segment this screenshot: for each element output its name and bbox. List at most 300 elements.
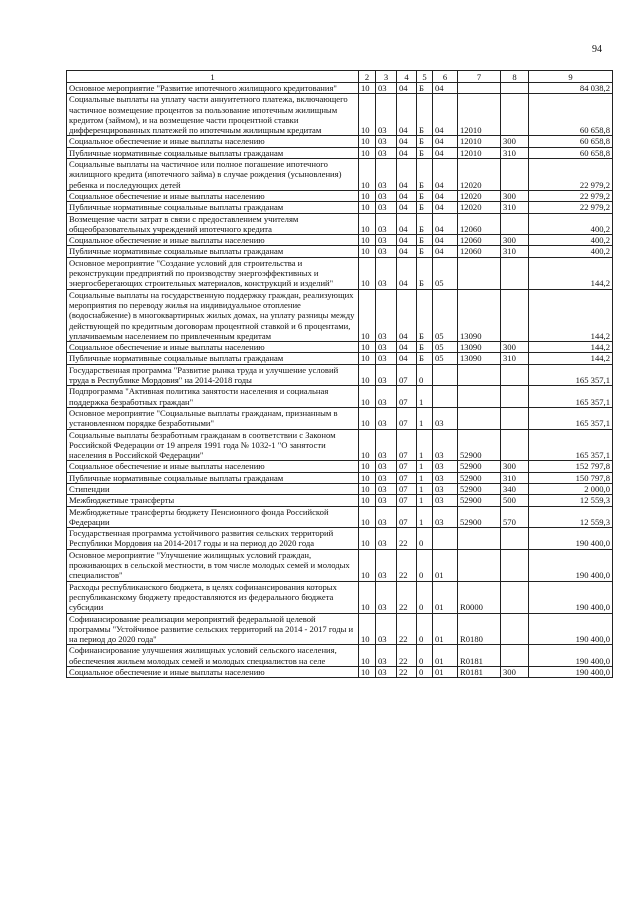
code-cell: 12020 — [458, 159, 501, 191]
code-cell: 0 — [417, 364, 433, 386]
amount-cell: 144,2 — [529, 342, 613, 353]
code-cell: 04 — [433, 202, 458, 213]
code-cell: 10 — [359, 190, 376, 201]
code-cell: 04 — [397, 94, 417, 136]
code-cell: 03 — [376, 667, 397, 678]
code-cell: 22 — [397, 613, 417, 645]
code-cell: 0 — [417, 528, 433, 550]
table-row — [67, 289, 613, 341]
code-cell: Б — [417, 190, 433, 201]
table-row — [67, 213, 613, 235]
code-cell: 03 — [376, 342, 397, 353]
amount-cell: 190 400,0 — [529, 581, 613, 613]
code-cell: 01 — [433, 581, 458, 613]
code-cell: Б — [417, 83, 433, 94]
code-cell: 10 — [359, 159, 376, 191]
code-cell — [501, 289, 529, 341]
code-cell: 310 — [501, 202, 529, 213]
code-cell: 03 — [433, 407, 458, 429]
code-cell: 03 — [376, 136, 397, 147]
header-cell: 8 — [501, 71, 529, 83]
code-cell: 22 — [397, 645, 417, 667]
code-cell — [501, 364, 529, 386]
row-name-cell: Софинансирование улучшения жилищных условий сельского населения, обеспечения жильем молодых семей и молодых специалистов на селе — [67, 645, 359, 667]
code-cell: 10 — [359, 235, 376, 246]
row-name-cell: Софинансирование реализации мероприятий федеральной целевой программы "Устойчивое развитие сельских территорий на 2014 - 2017 годы и на период до 2020 года" — [67, 613, 359, 645]
row-name-cell: Социальные выплаты на государственную поддержку граждан, реализующих мероприятия по переводу жилья на индивидуальное отопление (водоснабжение) в многоквартирных жилых домах, на уплату разницы между действующей по кредитным договорам процентной ставкой и 6 процентами, уплачиваемым населением по привлеченным кредитам — [67, 289, 359, 341]
code-cell: 10 — [359, 581, 376, 613]
code-cell — [458, 549, 501, 581]
budget-table — [66, 70, 613, 678]
code-cell: 300 — [501, 235, 529, 246]
table-row — [67, 202, 613, 213]
code-cell: 300 — [501, 190, 529, 201]
code-cell: 10 — [359, 495, 376, 506]
code-cell: 22 — [397, 667, 417, 678]
code-cell: 12010 — [458, 136, 501, 147]
table-row — [67, 645, 613, 667]
row-name-cell: Публичные нормативные социальные выплаты гражданам — [67, 246, 359, 257]
table-row — [67, 495, 613, 506]
code-cell: Б — [417, 159, 433, 191]
row-name-cell: Государственная программа "Развитие рынка труда и улучшение условий труда в Республике Мордовия" на 2014-2018 годы — [67, 364, 359, 386]
code-cell: 04 — [397, 235, 417, 246]
code-cell: 13090 — [458, 353, 501, 364]
amount-cell: 12 559,3 — [529, 495, 613, 506]
code-cell: 10 — [359, 461, 376, 472]
code-cell: 07 — [397, 407, 417, 429]
code-cell: Б — [417, 342, 433, 353]
code-cell: 1 — [417, 495, 433, 506]
row-name-cell: Государственная программа устойчивого развития сельских территорий Республики Мордовия на 2014-2017 годы и на период до 2020 года — [67, 528, 359, 550]
code-cell — [458, 257, 501, 289]
code-cell: 01 — [433, 549, 458, 581]
amount-cell: 190 400,0 — [529, 549, 613, 581]
code-cell: 03 — [376, 407, 397, 429]
row-name-cell: Социальное обеспечение и иные выплаты населению — [67, 235, 359, 246]
table-row — [67, 667, 613, 678]
code-cell: 04 — [397, 190, 417, 201]
code-cell — [458, 386, 501, 408]
table-row — [67, 461, 613, 472]
code-cell: 03 — [376, 483, 397, 494]
table-row — [67, 506, 613, 528]
code-cell: 0 — [417, 667, 433, 678]
row-name-cell: Социальные выплаты безработным гражданам в соответствии с Законом Российской Федерации от 19 апреля 1991 года № 1032-1 "О занятости населения в Российской Федерации" — [67, 429, 359, 461]
code-cell: 03 — [376, 353, 397, 364]
table-row — [67, 483, 613, 494]
code-cell — [501, 528, 529, 550]
table-row — [67, 407, 613, 429]
amount-cell: 165 357,1 — [529, 386, 613, 408]
code-cell: Б — [417, 257, 433, 289]
amount-cell: 60 658,8 — [529, 147, 613, 158]
code-cell: Б — [417, 213, 433, 235]
code-cell: 03 — [433, 461, 458, 472]
code-cell: 03 — [376, 506, 397, 528]
code-cell: 05 — [433, 257, 458, 289]
table-row — [67, 147, 613, 158]
amount-cell: 190 400,0 — [529, 613, 613, 645]
code-cell: 04 — [397, 202, 417, 213]
code-cell: 03 — [376, 190, 397, 201]
code-cell: 03 — [376, 495, 397, 506]
code-cell: 300 — [501, 342, 529, 353]
code-cell: 12060 — [458, 246, 501, 257]
code-cell: 05 — [433, 342, 458, 353]
code-cell: 07 — [397, 472, 417, 483]
code-cell: 10 — [359, 257, 376, 289]
code-cell — [501, 386, 529, 408]
code-cell: 10 — [359, 147, 376, 158]
code-cell: 10 — [359, 386, 376, 408]
code-cell: 04 — [397, 257, 417, 289]
code-cell: 310 — [501, 472, 529, 483]
amount-cell: 190 400,0 — [529, 667, 613, 678]
code-cell: R0181 — [458, 645, 501, 667]
code-cell: 300 — [501, 667, 529, 678]
code-cell: 07 — [397, 386, 417, 408]
table-row — [67, 581, 613, 613]
amount-cell: 165 357,1 — [529, 364, 613, 386]
amount-cell: 2 000,0 — [529, 483, 613, 494]
code-cell: Б — [417, 235, 433, 246]
header-cell: 3 — [376, 71, 397, 83]
code-cell: 1 — [417, 472, 433, 483]
code-cell: 10 — [359, 645, 376, 667]
code-cell: 04 — [397, 159, 417, 191]
code-cell: 03 — [376, 202, 397, 213]
code-cell: 04 — [433, 94, 458, 136]
code-cell: 04 — [433, 246, 458, 257]
table-row — [67, 190, 613, 201]
row-name-cell: Социальное обеспечение и иные выплаты населению — [67, 136, 359, 147]
code-cell — [501, 613, 529, 645]
code-cell — [458, 407, 501, 429]
code-cell: 10 — [359, 483, 376, 494]
code-cell — [501, 213, 529, 235]
code-cell: 10 — [359, 528, 376, 550]
amount-cell: 165 357,1 — [529, 429, 613, 461]
code-cell: 13090 — [458, 342, 501, 353]
code-cell: 10 — [359, 94, 376, 136]
header-cell: 7 — [458, 71, 501, 83]
code-cell — [501, 429, 529, 461]
table-row — [67, 364, 613, 386]
code-cell: 10 — [359, 289, 376, 341]
code-cell: 03 — [376, 83, 397, 94]
code-cell: 300 — [501, 136, 529, 147]
code-cell: 03 — [376, 528, 397, 550]
code-cell — [433, 386, 458, 408]
code-cell: 05 — [433, 353, 458, 364]
code-cell: 04 — [397, 289, 417, 341]
code-cell: 10 — [359, 667, 376, 678]
code-cell: 03 — [376, 147, 397, 158]
code-cell: 04 — [433, 190, 458, 201]
code-cell: 13090 — [458, 289, 501, 341]
table-row — [67, 342, 613, 353]
code-cell: 03 — [376, 94, 397, 136]
amount-cell: 144,2 — [529, 353, 613, 364]
header-cell: 6 — [433, 71, 458, 83]
code-cell: 10 — [359, 136, 376, 147]
code-cell: 03 — [376, 613, 397, 645]
table-row — [67, 235, 613, 246]
code-cell — [433, 528, 458, 550]
code-cell: 12020 — [458, 190, 501, 201]
code-cell: 07 — [397, 506, 417, 528]
code-cell: 12010 — [458, 94, 501, 136]
code-cell: 52900 — [458, 506, 501, 528]
header-cell: 2 — [359, 71, 376, 83]
code-cell: 10 — [359, 353, 376, 364]
row-name-cell: Социальное обеспечение и иные выплаты населению — [67, 461, 359, 472]
table-row — [67, 257, 613, 289]
code-cell: 03 — [433, 472, 458, 483]
code-cell: 0 — [417, 645, 433, 667]
table-row — [67, 472, 613, 483]
code-cell — [458, 364, 501, 386]
header-cell: 5 — [417, 71, 433, 83]
code-cell: 0 — [417, 549, 433, 581]
table-row — [67, 429, 613, 461]
amount-cell: 400,2 — [529, 235, 613, 246]
code-cell — [501, 645, 529, 667]
code-cell: 1 — [417, 461, 433, 472]
table-row — [67, 549, 613, 581]
code-cell: R0181 — [458, 667, 501, 678]
code-cell — [501, 94, 529, 136]
code-cell: 03 — [376, 461, 397, 472]
row-name-cell: Социальное обеспечение и иные выплаты населению — [67, 667, 359, 678]
amount-cell: 84 038,2 — [529, 83, 613, 94]
code-cell: 570 — [501, 506, 529, 528]
table-row — [67, 136, 613, 147]
code-cell: 52900 — [458, 483, 501, 494]
row-name-cell: Публичные нормативные социальные выплаты гражданам — [67, 147, 359, 158]
amount-cell: 60 658,8 — [529, 94, 613, 136]
amount-cell: 144,2 — [529, 257, 613, 289]
code-cell: 10 — [359, 429, 376, 461]
code-cell: R0180 — [458, 613, 501, 645]
row-name-cell: Основное мероприятие "Социальные выплаты гражданам, признанным в установленном порядке безработными" — [67, 407, 359, 429]
row-name-cell: Социальные выплаты на частичное или полное погашение ипотечного жилищного кредита (ипотечного займа) в случае рождения (усыновления) ребенка и последующих детей — [67, 159, 359, 191]
code-cell: R0000 — [458, 581, 501, 613]
code-cell: 0 — [417, 581, 433, 613]
code-cell: 03 — [376, 429, 397, 461]
amount-cell: 22 979,2 — [529, 190, 613, 201]
amount-cell: 400,2 — [529, 246, 613, 257]
code-cell: 04 — [433, 235, 458, 246]
code-cell: 10 — [359, 549, 376, 581]
code-cell: 22 — [397, 528, 417, 550]
amount-cell: 190 400,0 — [529, 645, 613, 667]
code-cell — [501, 407, 529, 429]
code-cell: 52900 — [458, 429, 501, 461]
code-cell: 10 — [359, 202, 376, 213]
code-cell: 52900 — [458, 461, 501, 472]
code-cell: 03 — [376, 159, 397, 191]
code-cell: 10 — [359, 83, 376, 94]
code-cell: 10 — [359, 506, 376, 528]
code-cell: 01 — [433, 645, 458, 667]
row-name-cell: Публичные нормативные социальные выплаты гражданам — [67, 353, 359, 364]
code-cell: Б — [417, 202, 433, 213]
code-cell: 10 — [359, 407, 376, 429]
code-cell: 03 — [376, 289, 397, 341]
row-name-cell: Основное мероприятие "Развитие ипотечного жилищного кредитования" — [67, 83, 359, 94]
header-cell: 1 — [67, 71, 359, 83]
code-cell: 04 — [397, 246, 417, 257]
code-cell: 03 — [433, 429, 458, 461]
code-cell: 1 — [417, 429, 433, 461]
code-cell: 340 — [501, 483, 529, 494]
code-cell: 07 — [397, 495, 417, 506]
table-row — [67, 83, 613, 94]
code-cell — [501, 549, 529, 581]
code-cell: 01 — [433, 613, 458, 645]
code-cell: 04 — [433, 159, 458, 191]
table-row — [67, 528, 613, 550]
code-cell: 03 — [376, 364, 397, 386]
code-cell: 10 — [359, 342, 376, 353]
code-cell: 04 — [397, 83, 417, 94]
row-name-cell: Межбюджетные трансферты — [67, 495, 359, 506]
table-row — [67, 246, 613, 257]
code-cell: 22 — [397, 581, 417, 613]
row-name-cell: Основное мероприятие "Создание условий для строительства и реконструкции предприятий по производству энергоэффективных и энергосберегающих строительных материалов, конструкций и изделий" — [67, 257, 359, 289]
code-cell — [501, 83, 529, 94]
code-cell: Б — [417, 136, 433, 147]
code-cell: 52900 — [458, 472, 501, 483]
row-name-cell: Социальные выплаты на уплату части аннуитетного платежа, включающего частичное возмещение процентов за пользование ипотечным жилищным кредитом (займом), и на возмещение части процентной ставки дифференцированных платежей по ипотечным жилищным кредитам — [67, 94, 359, 136]
code-cell: 52900 — [458, 495, 501, 506]
row-name-cell: Подпрограмма "Активная политика занятости населения и социальная поддержка безработных граждан" — [67, 386, 359, 408]
header-cell: 4 — [397, 71, 417, 83]
code-cell: 03 — [376, 246, 397, 257]
code-cell: 07 — [397, 483, 417, 494]
code-cell — [433, 364, 458, 386]
row-name-cell: Социальное обеспечение и иные выплаты населению — [67, 190, 359, 201]
code-cell: 10 — [359, 364, 376, 386]
code-cell: 03 — [376, 257, 397, 289]
code-cell: 04 — [397, 213, 417, 235]
code-cell: 07 — [397, 461, 417, 472]
code-cell: 12060 — [458, 235, 501, 246]
table-row — [67, 353, 613, 364]
code-cell: 01 — [433, 667, 458, 678]
code-cell: 22 — [397, 549, 417, 581]
code-cell — [501, 159, 529, 191]
row-name-cell: Стипендии — [67, 483, 359, 494]
amount-cell: 190 400,0 — [529, 528, 613, 550]
amount-cell: 152 797,8 — [529, 461, 613, 472]
row-name-cell: Основное мероприятие "Улучшение жилищных условий граждан, проживающих в сельской местности, в том числе молодых семей и молодых специалистов" — [67, 549, 359, 581]
code-cell: 03 — [433, 495, 458, 506]
row-name-cell: Межбюджетные трансферты бюджету Пенсионного фонда Российской Федерации — [67, 506, 359, 528]
code-cell — [501, 581, 529, 613]
code-cell: 03 — [376, 549, 397, 581]
code-cell: 04 — [433, 136, 458, 147]
row-name-cell: Расходы республиканского бюджета, в целях софинансирования которых республиканскому бюджету предоставляются из федерального бюджета субсидии — [67, 581, 359, 613]
amount-cell: 400,2 — [529, 213, 613, 235]
code-cell: 310 — [501, 353, 529, 364]
code-cell: 03 — [376, 235, 397, 246]
code-cell — [458, 83, 501, 94]
code-cell: 03 — [433, 483, 458, 494]
code-cell: 12020 — [458, 202, 501, 213]
code-cell: 03 — [433, 506, 458, 528]
code-cell — [458, 528, 501, 550]
code-cell: 04 — [433, 83, 458, 94]
code-cell: 1 — [417, 386, 433, 408]
code-cell: 04 — [433, 147, 458, 158]
code-cell — [501, 257, 529, 289]
code-cell: 03 — [376, 581, 397, 613]
code-cell: 04 — [397, 342, 417, 353]
table-row — [67, 613, 613, 645]
code-cell: 10 — [359, 613, 376, 645]
table-body — [67, 83, 613, 678]
page-number: 94 — [592, 44, 602, 55]
code-cell: Б — [417, 289, 433, 341]
code-cell: 04 — [397, 353, 417, 364]
amount-cell: 12 559,3 — [529, 506, 613, 528]
code-cell: 500 — [501, 495, 529, 506]
table-row — [67, 159, 613, 191]
code-cell: 03 — [376, 472, 397, 483]
code-cell: Б — [417, 246, 433, 257]
code-cell: 05 — [433, 289, 458, 341]
header-cell: 9 — [529, 71, 613, 83]
code-cell: 03 — [376, 645, 397, 667]
code-cell: 1 — [417, 506, 433, 528]
code-cell: 12010 — [458, 147, 501, 158]
code-cell: Б — [417, 147, 433, 158]
code-cell: Б — [417, 94, 433, 136]
code-cell: 310 — [501, 147, 529, 158]
row-name-cell: Возмещение части затрат в связи с предоставлением учителям общеобразовательных учреждений ипотечного кредита — [67, 213, 359, 235]
code-cell: 07 — [397, 364, 417, 386]
code-cell: 07 — [397, 429, 417, 461]
code-cell: 1 — [417, 483, 433, 494]
header-row — [67, 71, 613, 83]
code-cell: 310 — [501, 246, 529, 257]
code-cell: 04 — [397, 147, 417, 158]
code-cell: Б — [417, 353, 433, 364]
amount-cell: 144,2 — [529, 289, 613, 341]
code-cell: 0 — [417, 613, 433, 645]
code-cell: 10 — [359, 246, 376, 257]
row-name-cell: Публичные нормативные социальные выплаты гражданам — [67, 202, 359, 213]
code-cell: 03 — [376, 386, 397, 408]
code-cell: 04 — [397, 136, 417, 147]
amount-cell: 22 979,2 — [529, 159, 613, 191]
code-cell: 300 — [501, 461, 529, 472]
code-cell: 10 — [359, 213, 376, 235]
code-cell: 12060 — [458, 213, 501, 235]
amount-cell: 165 357,1 — [529, 407, 613, 429]
code-cell: 1 — [417, 407, 433, 429]
amount-cell: 60 658,8 — [529, 136, 613, 147]
code-cell: 03 — [376, 213, 397, 235]
table-row — [67, 386, 613, 408]
row-name-cell: Социальное обеспечение и иные выплаты населению — [67, 342, 359, 353]
table-row — [67, 94, 613, 136]
code-cell: 04 — [433, 213, 458, 235]
amount-cell: 150 797,8 — [529, 472, 613, 483]
